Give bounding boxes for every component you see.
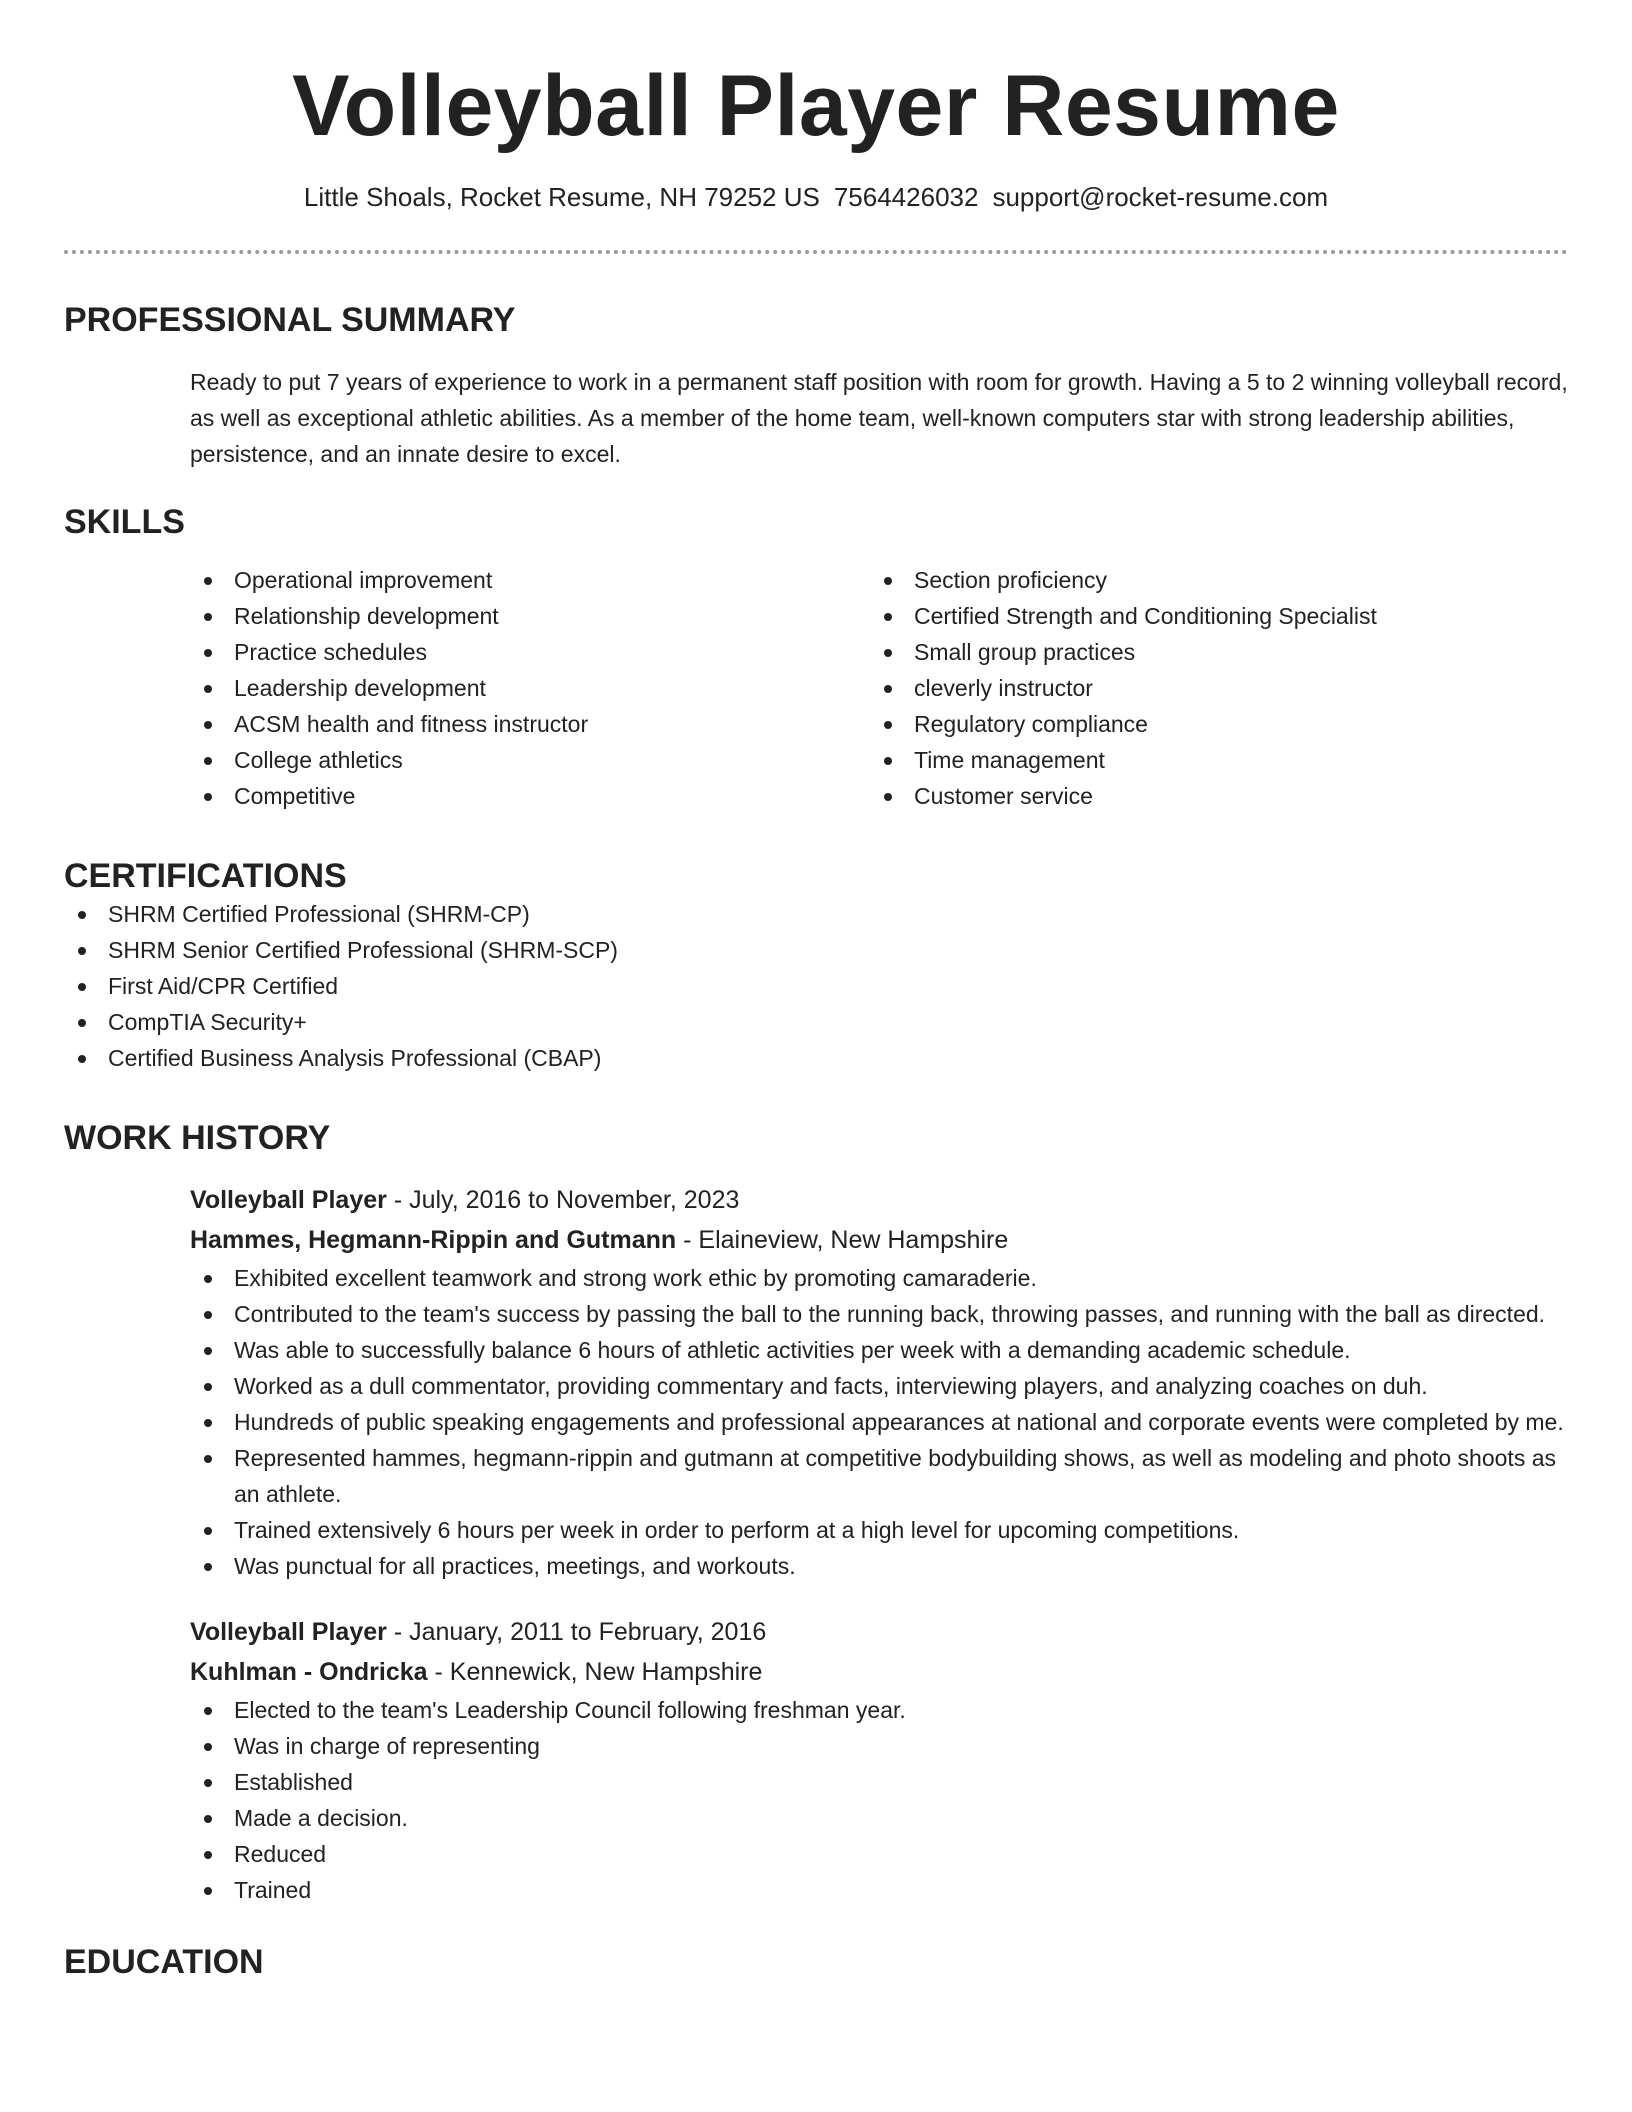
skills-list-right	[870, 562, 1550, 814]
certification-item: SHRM Senior Certified Professional (SHRM-SCP)	[64, 932, 1568, 968]
skill-item: Operational improvement	[190, 562, 870, 598]
job-duty-item: Worked as a dull commentator, providing commentary and facts, interviewing players, and analyzing coaches on duh.	[190, 1368, 1568, 1404]
job-duty-item: Was punctual for all practices, meetings, and workouts.	[190, 1548, 1568, 1584]
header-divider	[64, 250, 1568, 254]
skill-item: Time management	[870, 742, 1550, 778]
job-duty-item: Hundreds of public speaking engagements and professional appearances at national and corporate events were completed by me.	[190, 1404, 1568, 1440]
skills-column-left	[190, 562, 870, 814]
job-duty-item: Established	[190, 1764, 1568, 1800]
contact-address: Little Shoals, Rocket Resume, NH 79252 US	[303, 182, 820, 212]
skill-item: Relationship development	[190, 598, 870, 634]
job-duties-list	[190, 1260, 1568, 1584]
job-duty-item: Contributed to the team's success by passing the ball to the running back, throwing passes, and running with the ball as directed.	[190, 1296, 1568, 1332]
skills-columns	[190, 562, 1568, 814]
job-duty-item: Exhibited excellent teamwork and strong work ethic by promoting camaraderie.	[190, 1260, 1568, 1296]
job-entry	[190, 1180, 1568, 1584]
job-role: Volleyball Player	[190, 1186, 387, 1214]
job-duty-item: Trained	[190, 1872, 1568, 1908]
section-title-certifications: CERTIFICATIONS	[64, 857, 347, 895]
job-duties-list	[190, 1692, 1568, 1908]
section-title-skills: SKILLS	[64, 503, 185, 541]
job-duty-item: Was in charge of representing	[190, 1728, 1568, 1764]
skill-item: Regulatory compliance	[870, 706, 1550, 742]
certification-item: First Aid/CPR Certified	[64, 968, 1568, 1004]
skills-column-right	[870, 562, 1550, 814]
skill-item: Small group practices	[870, 634, 1550, 670]
job-duty-item: Trained extensively 6 hours per week in order to perform at a high level for upcoming competitions.	[190, 1512, 1568, 1548]
certification-item: CompTIA Security+	[64, 1004, 1568, 1040]
summary-text: Ready to put 7 years of experience to work in a permanent staff position with room for growth. Having a 5 to 2 winning volleyball record, as well as exceptional athletic abilities. As a member of the home team, well-known computers star with strong leadership abilities, persistence, and an innate desire to excel.	[190, 369, 1568, 467]
contact-line	[64, 180, 1568, 214]
job-company-line	[190, 1652, 1568, 1692]
job-entry	[190, 1612, 1568, 1908]
job-duty-item: Made a decision.	[190, 1800, 1568, 1836]
job-location: - Kennewick, New Hampshire	[427, 1658, 763, 1686]
contact-phone: 7564426032	[833, 182, 979, 212]
job-role-line	[190, 1180, 1568, 1220]
contact-email: support@rocket-resume.com	[992, 182, 1329, 212]
skill-item: Section proficiency	[870, 562, 1550, 598]
section-title-work-history: WORK HISTORY	[64, 1119, 331, 1157]
job-dates: - July, 2016 to November, 2023	[386, 1186, 740, 1214]
job-role-line	[190, 1612, 1568, 1652]
skill-item: Certified Strength and Conditioning Specialist	[870, 598, 1550, 634]
job-duty-item: Elected to the team's Leadership Council following freshman year.	[190, 1692, 1568, 1728]
certification-item: SHRM Certified Professional (SHRM-CP)	[64, 896, 1568, 932]
job-company: Hammes, Hegmann-Rippin and Gutmann	[190, 1226, 677, 1254]
job-company: Kuhlman - Ondricka	[190, 1658, 428, 1686]
skill-item: Customer service	[870, 778, 1550, 814]
skill-item: College athletics	[190, 742, 870, 778]
skill-item: Leadership development	[190, 670, 870, 706]
skill-item: ACSM health and fitness instructor	[190, 706, 870, 742]
job-dates: - January, 2011 to February, 2016	[386, 1618, 767, 1646]
skills-list-left	[190, 562, 870, 814]
job-duty-item: Reduced	[190, 1836, 1568, 1872]
certification-item: Certified Business Analysis Professional (CBAP)	[64, 1040, 1568, 1076]
section-title-education: EDUCATION	[64, 1943, 264, 1981]
skill-item: Competitive	[190, 778, 870, 814]
job-company-line	[190, 1220, 1568, 1260]
job-duty-item: Represented hammes, hegmann-rippin and gutmann at competitive bodybuilding shows, as well as modeling and photo shoots as an athlete.	[190, 1440, 1568, 1512]
section-title-summary: PROFESSIONAL SUMMARY	[64, 301, 516, 339]
job-duty-item: Was able to successfully balance 6 hours of athletic activities per week with a demanding academic schedule.	[190, 1332, 1568, 1368]
job-location: - Elaineview, New Hampshire	[676, 1226, 1009, 1254]
job-role: Volleyball Player	[190, 1618, 387, 1646]
resume-title: Volleyball Player Resume	[292, 58, 1340, 154]
skill-item: Practice schedules	[190, 634, 870, 670]
resume-page	[64, 0, 1568, 1982]
skill-item: cleverly instructor	[870, 670, 1550, 706]
certifications-list	[64, 896, 1568, 1076]
